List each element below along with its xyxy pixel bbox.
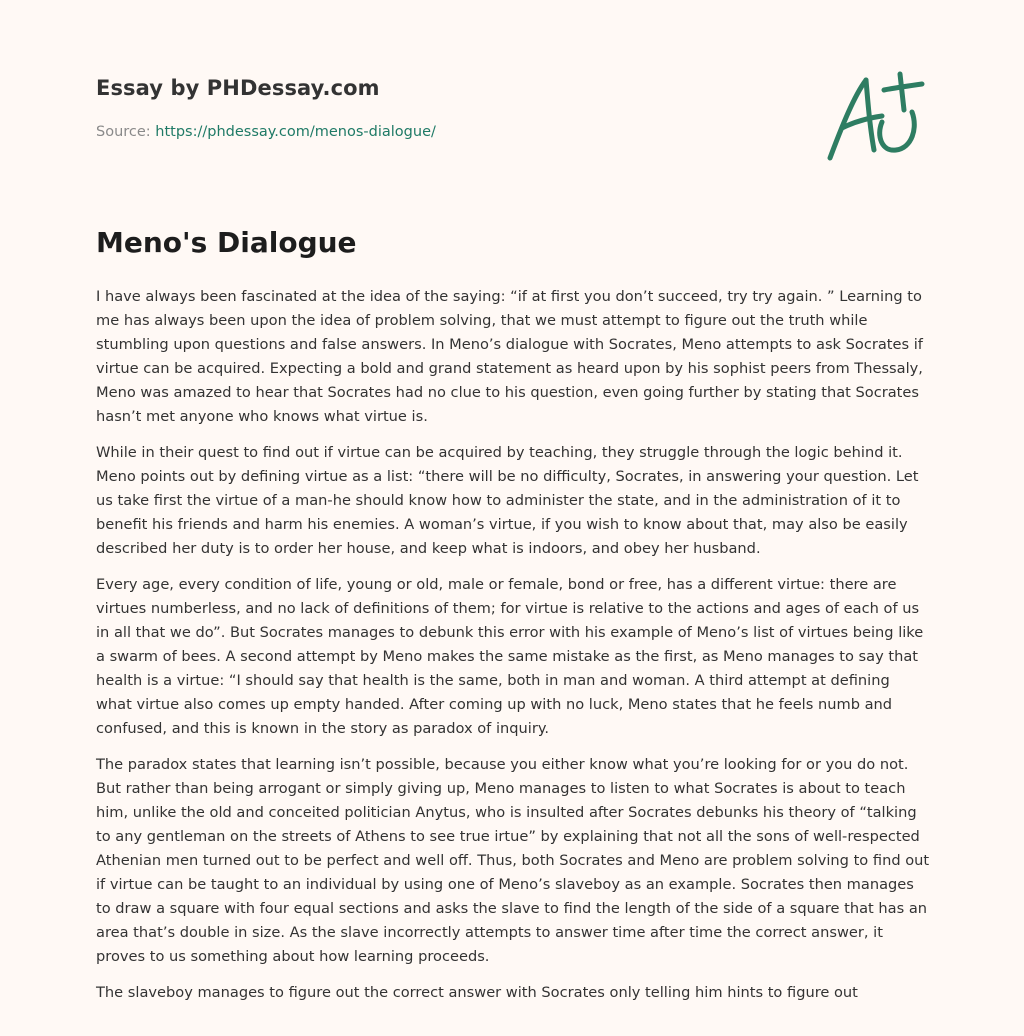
essay-paragraph: While in their quest to find out if virtue can be acquired by teaching, they struggle through the logic behind it. Meno points out by defining virtue as a list: “there will be no difficulty, Socrates, in answering your question. Let us take first the virtue of a man-he should know how to administer the state, and in the administration of it to benefit his friends and harm his enemies. A woman’s virtue, if you wish to know about that, may also be easily described her duty is to order her house, and keep what is indoors, and obey her husband. (96, 444, 919, 557)
essay-paragraph: I have always been fascinated at the idea of the saying: “if at first you don’t succeed, try try again. ” Learning to me has always been upon the idea of problem solving, that we must attempt to figure out the truth while stumbling upon questions and false answers. In Meno’s dialogue with Socrates, Meno attempts to ask Socrates if virtue can be acquired. Expecting a bold and grand statement as heard upon by his sophist peers from Thessaly, Meno was amazed to hear that Socrates had no clue to his question, even going further by stating that Socrates hasn’t met anyone who knows what virtue is. (96, 288, 923, 425)
source-link[interactable]: https://phdessay.com/menos-dialogue/ (155, 124, 436, 140)
site-title: Essay by PHDessay.com (96, 76, 380, 100)
a-plus-logo-icon (820, 66, 930, 166)
essay-body (96, 285, 930, 1017)
source-line (96, 124, 436, 140)
source-label: Source: (96, 124, 151, 140)
essay-paragraph: The paradox states that learning isn’t possible, because you either know what you’re looking for or you do not. But rather than being arrogant or simply giving up, Meno manages to listen to what Socrates is about to teach him, unlike the old and conceited politician Anytus, who is insulted after Socrates debunks his theory of “talking to any gentleman on the streets of Athens to see true irtue” by explaining that not all the sons of well-respected Athenian men turned out to be perfect and well off. Thus, both Socrates and Meno are problem solving to find out if virtue can be taught to an individual by using one of Meno’s slaveboy as an example. Socrates then manages to draw a square with four equal sections and asks the slave to find the length of the side of a square that has an area that’s double in size. As the slave incorrectly attempts to answer time after time the correct answer, it proves to us something about how learning proceeds. (96, 756, 930, 965)
essay-title: Meno's Dialogue (96, 226, 357, 259)
essay-paragraph: Every age, every condition of life, young or old, male or female, bond or free, has a different virtue: there are virtues numberless, and no lack of definitions of them; for virtue is relative to the actions and ages of each of us in all that we do”. But Socrates manages to debunk this error with his example of Meno’s list of virtues being like a swarm of bees. A second attempt by Meno makes the same mistake as the first, as Meno manages to say that health is a virtue: “I should say that health is the same, both in man and woman. A third attempt at defining what virtue also comes up empty handed. After coming up with no luck, Meno states that he feels numb and confused, and this is known in the story as paradox of inquiry. (96, 576, 924, 737)
essay-paragraph: The slaveboy manages to figure out the correct answer with Socrates only telling him hints to figure out (96, 984, 858, 1001)
